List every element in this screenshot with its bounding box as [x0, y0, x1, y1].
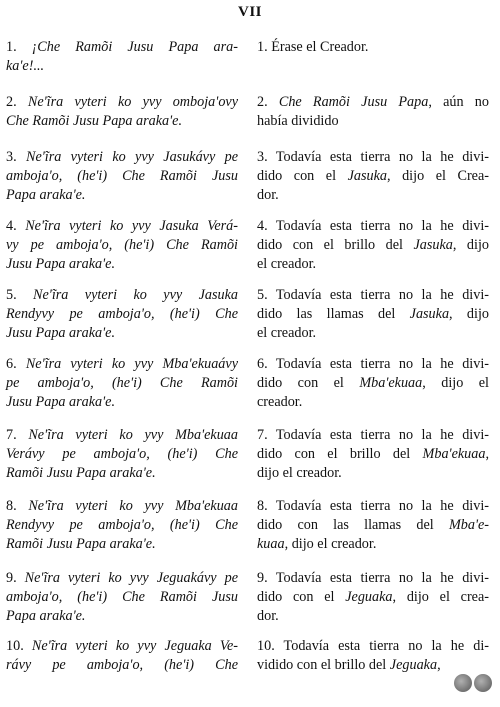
spanish-line	[257, 305, 489, 324]
guarani-text	[6, 286, 238, 343]
guarani-line: Rendyvy pe amboja'o, (he'i) Che	[6, 306, 238, 322]
spanish-line	[257, 607, 489, 626]
guarani-text	[6, 355, 238, 412]
spanish-fragment: dido con el brillo del	[257, 446, 423, 462]
italic-term: Jasuka	[409, 306, 450, 322]
spanish-line	[257, 393, 489, 412]
spanish-fragment: 6. Todavía esta tierra no la he divi-	[257, 356, 489, 372]
spanish-line	[257, 38, 489, 57]
spanish-text	[257, 148, 489, 205]
spanish-line	[257, 112, 489, 131]
spanish-line	[257, 236, 489, 255]
verse-number: 6.	[6, 356, 26, 372]
guarani-text	[6, 217, 238, 274]
italic-term: Che Ramõi Jusu Papa	[278, 94, 429, 110]
guarani-text	[6, 569, 238, 626]
spanish-line	[257, 374, 489, 393]
guarani-line: Verávy pe amboja'o, (he'i) Che	[6, 446, 238, 462]
spanish-fragment: 7. Todavía esta tierra no la he divi-	[257, 427, 489, 443]
spanish-fragment: 9. Todavía esta tierra no la he divi-	[257, 570, 489, 586]
spanish-line	[257, 569, 489, 588]
spanish-fragment: dido con el brillo del	[257, 237, 414, 253]
spanish-text	[257, 497, 489, 554]
spanish-line	[257, 535, 489, 554]
guarani-line-text: Ne'ĩra vyteri ko yvy Mba'ekuaávy	[25, 356, 238, 372]
verse-number: 7.	[6, 427, 29, 443]
spanish-text	[257, 426, 489, 483]
verse-row	[0, 637, 500, 707]
spanish-line	[257, 464, 489, 483]
spanish-fragment: 10. Todavía esta tierra no la he di-	[257, 638, 489, 654]
guarani-line	[6, 217, 238, 236]
guarani-line	[6, 286, 238, 305]
guarani-line: Che Ramõi Jusu Papa araka'e.	[6, 113, 183, 129]
spanish-fragment: el creador.	[257, 256, 317, 272]
italic-term: Jasuka	[347, 168, 387, 184]
verse-row	[0, 426, 500, 496]
spanish-text	[257, 38, 489, 57]
spanish-fragment: creador.	[257, 394, 303, 410]
guarani-line-text: Ne'ĩra vyteri ko yvy Jeguaka Ve-	[31, 638, 239, 654]
watermark-stamp	[454, 674, 494, 692]
guarani-line-text: ¡Che Ramõi Jusu Papa ara-	[31, 39, 238, 55]
spanish-text	[257, 217, 489, 274]
spanish-text	[257, 637, 489, 675]
guarani-line	[6, 38, 238, 57]
spanish-fragment: , dijo el	[422, 375, 489, 391]
spanish-fragment: , dijo el Crea-	[387, 168, 489, 184]
spanish-line	[257, 426, 489, 445]
guarani-line-text: Ne'ĩra vyteri ko yvy Mba'ekuaa	[28, 427, 238, 443]
spanish-line	[257, 497, 489, 516]
spanish-fragment: ,	[437, 657, 441, 673]
spanish-line	[257, 637, 489, 656]
spanish-line	[257, 186, 489, 205]
guarani-line: amboja'o, (he'i) Che Ramõi Jusu	[6, 589, 238, 605]
spanish-fragment: ,	[485, 446, 489, 462]
italic-term: Mba'e-	[448, 517, 489, 533]
spanish-fragment: el creador.	[257, 325, 317, 341]
spanish-fragment: había dividido	[257, 113, 339, 129]
spanish-line	[257, 167, 489, 186]
guarani-line: rávy pe amboja'o, (he'i) Che	[6, 657, 238, 673]
guarani-text	[6, 426, 238, 483]
spanish-fragment: 8. Todavía esta tierra no la he divi-	[257, 498, 489, 514]
spanish-fragment: dido con el	[257, 375, 360, 391]
verse-row	[0, 569, 500, 639]
spanish-line	[257, 588, 489, 607]
spanish-fragment: , dijo	[452, 237, 489, 253]
spanish-fragment: 3. Todavía esta tierra no la he divi-	[257, 149, 489, 165]
spanish-fragment: dor.	[257, 608, 279, 624]
guarani-text	[6, 38, 238, 76]
page-heading: VII	[237, 4, 262, 20]
guarani-line	[6, 93, 238, 112]
italic-term: Jeguaka	[345, 589, 393, 605]
italic-term: kuaa	[257, 536, 285, 552]
guarani-line-text: Ne'ĩra vyteri ko yvy Jasukávy pe	[25, 149, 239, 165]
guarani-line: Papa araka'e.	[6, 187, 86, 203]
spanish-fragment: dido las llamas del	[257, 306, 410, 322]
guarani-line	[6, 637, 238, 656]
guarani-line: Rendyvy pe amboja'o, (he'i) Che	[6, 517, 238, 533]
spanish-fragment: dido con el	[257, 589, 346, 605]
guarani-line	[6, 569, 238, 588]
guarani-line	[6, 355, 238, 374]
spanish-fragment: dor.	[257, 187, 279, 203]
verse-number: 10.	[6, 638, 32, 654]
verse-number: 1.	[6, 39, 32, 55]
guarani-line: Ramõi Jusu Papa araka'e.	[6, 465, 156, 481]
guarani-line: Jusu Papa araka'e.	[6, 394, 116, 410]
verse-number: 5.	[6, 287, 34, 303]
spanish-fragment: 4. Todavía esta tierra no la he divi-	[257, 218, 489, 234]
guarani-line: vy pe amboja'o, (he'i) Che Ramõi	[6, 237, 238, 253]
guarani-text	[6, 93, 238, 131]
guarani-text	[6, 148, 238, 205]
spanish-text	[257, 355, 489, 412]
guarani-line	[6, 497, 238, 516]
verse-number: 8.	[6, 498, 29, 514]
verse-row	[0, 497, 500, 567]
spanish-line	[257, 355, 489, 374]
guarani-line	[6, 148, 238, 167]
guarani-line-text: Ne'ĩra vyteri ko yvy Jasuka	[33, 287, 238, 303]
italic-term: Mba'ekuaa	[422, 446, 486, 462]
stamp-circle-icon	[474, 674, 492, 692]
guarani-line: Ramõi Jusu Papa araka'e.	[6, 536, 156, 552]
spanish-fragment: dido con el	[257, 168, 348, 184]
guarani-line-text: Ne'ĩra vyteri ko yvy Jeguakávy pe	[24, 570, 238, 586]
spanish-fragment: dijo el creador.	[257, 465, 342, 481]
spanish-line	[257, 93, 489, 112]
guarani-line: Jusu Papa araka'e.	[6, 256, 116, 272]
verse-number: 2.	[6, 94, 28, 110]
spanish-line	[257, 148, 489, 167]
spanish-line	[257, 516, 489, 535]
verse-row	[0, 286, 500, 356]
spanish-fragment: , aún no	[428, 94, 489, 110]
verse-row	[0, 355, 500, 425]
spanish-fragment: 2.	[257, 94, 279, 110]
verse-number: 4.	[6, 218, 26, 234]
guarani-line: amboja'o, (he'i) Che Ramõi Jusu	[6, 168, 238, 184]
guarani-line-text: Ne'ĩra vyteri ko yvy Jasuka Verá-	[25, 218, 239, 234]
italic-term: Jeguaka	[389, 657, 438, 673]
spanish-fragment: dido con las llamas del	[257, 517, 449, 533]
spanish-line	[257, 656, 489, 675]
spanish-fragment: vidido con el brillo del	[257, 657, 390, 673]
spanish-fragment: 1. Érase el Creador.	[257, 39, 369, 55]
italic-term: Jasuka	[413, 237, 453, 253]
spanish-line	[257, 217, 489, 236]
spanish-text	[257, 569, 489, 626]
italic-term: Mba'ekuaa	[359, 375, 423, 391]
spanish-fragment: , dijo	[449, 306, 489, 322]
spanish-fragment: , dijo el crea-	[392, 589, 489, 605]
guarani-line: pe amboja'o, (he'i) Che Ramõi	[6, 375, 238, 391]
guarani-line: Papa araka'e.	[6, 608, 86, 624]
spanish-line	[257, 255, 489, 274]
spanish-line	[257, 324, 489, 343]
stamp-circle-icon	[454, 674, 472, 692]
guarani-line-text: Ne'ĩra vyteri ko yvy Mba'ekuaa	[28, 498, 238, 514]
guarani-line: ka'e!...	[6, 58, 45, 74]
spanish-fragment: , dijo el creador.	[284, 536, 377, 552]
spanish-text	[257, 286, 489, 343]
spanish-line	[257, 286, 489, 305]
verse-row	[0, 148, 500, 218]
verse-number: 9.	[6, 570, 25, 586]
guarani-line	[6, 426, 238, 445]
spanish-fragment: 5. Todavía esta tierra no la he divi-	[257, 287, 489, 303]
verse-number: 3.	[6, 149, 26, 165]
guarani-line-text: Ne'ĩra vyteri ko yvy omboja'ovy	[27, 94, 239, 110]
guarani-text	[6, 497, 238, 554]
spanish-text	[257, 93, 489, 131]
spanish-line	[257, 445, 489, 464]
guarani-text	[6, 637, 238, 675]
guarani-line: Jusu Papa araka'e.	[6, 325, 116, 341]
verse-row	[0, 217, 500, 287]
